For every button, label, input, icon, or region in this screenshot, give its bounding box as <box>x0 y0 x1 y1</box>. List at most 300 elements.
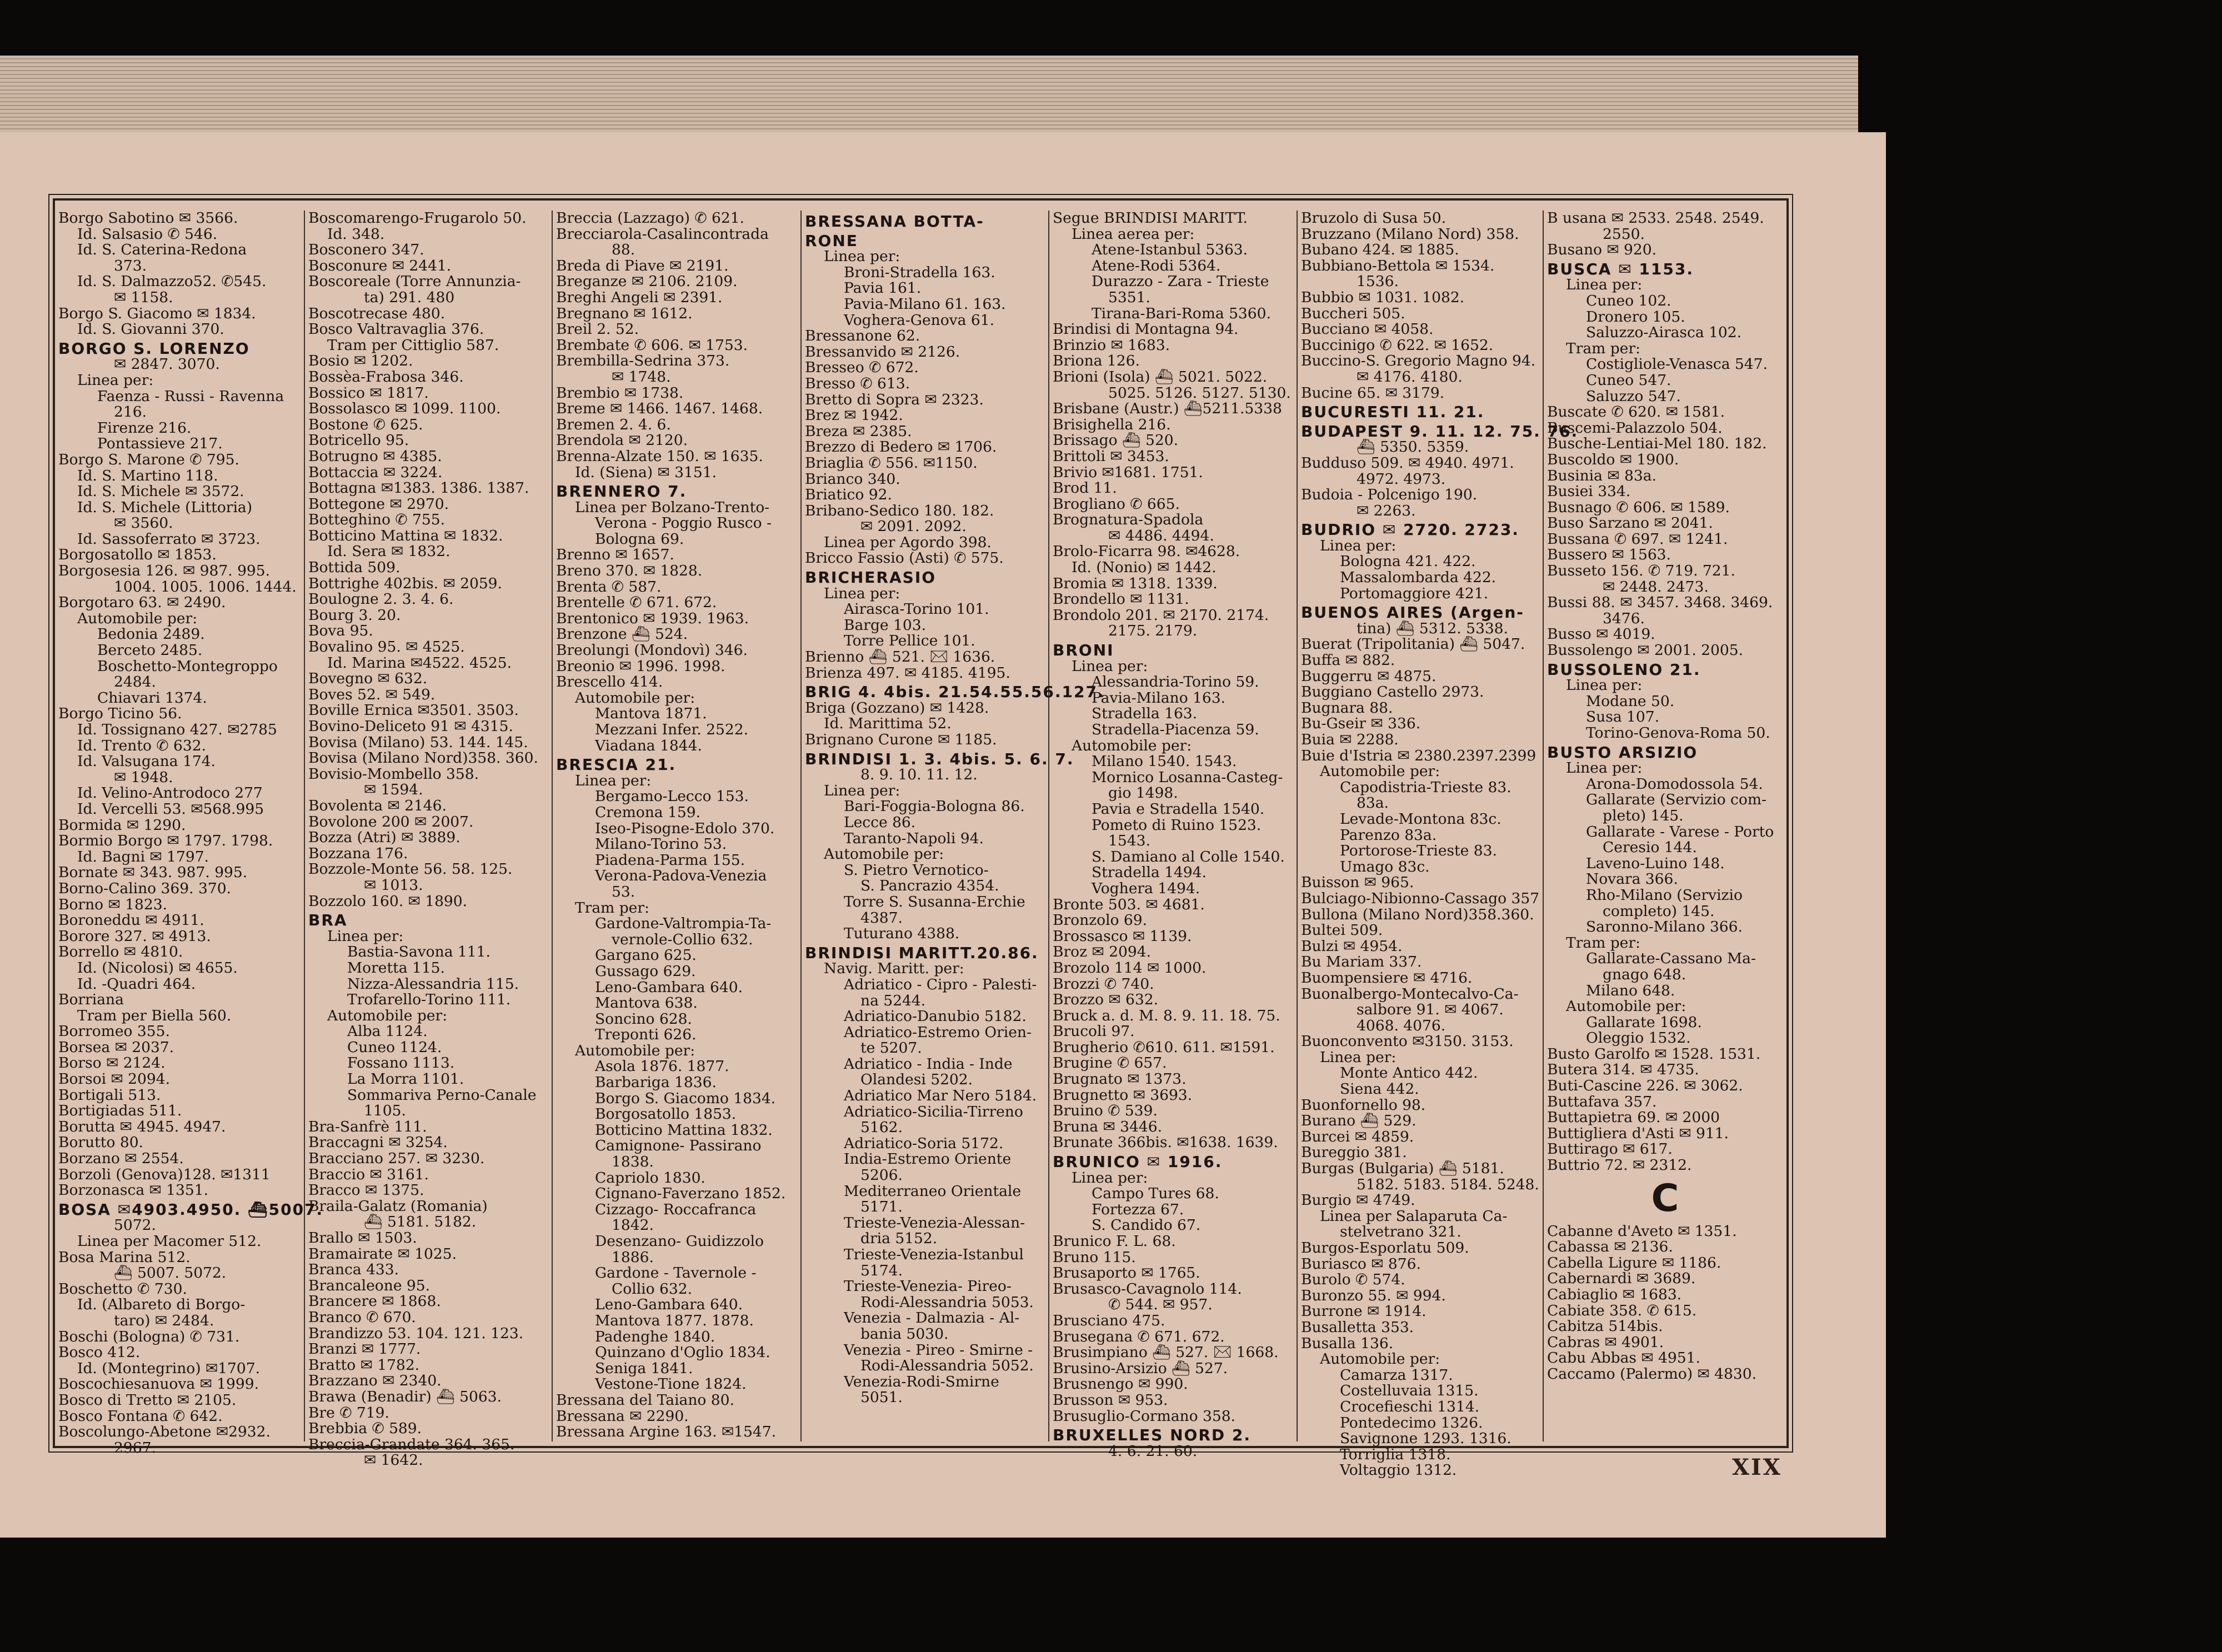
index-entry: Bruna ✉ 3446. <box>1053 1118 1162 1135</box>
index-entry: Breil 2. 52. <box>556 321 639 338</box>
index-entry: Viadana 1844. <box>595 737 702 754</box>
index-entry: Buie d'Istria ✉ 2380.2397.2399 <box>1301 747 1537 764</box>
index-column-2 <box>305 209 553 1469</box>
index-entry: Botrugno ✉ 4385. <box>308 447 442 465</box>
index-entry: Breonio ✉ 1996. 1998. <box>556 657 725 675</box>
index-entry: Pavia-Milano 163. <box>1092 689 1225 707</box>
index-entry: Bromia ✉ 1318. 1339. <box>1053 574 1218 592</box>
index-entry: Novara 366. <box>1586 870 1678 888</box>
index-entry: Voghera-Genova 61. <box>844 311 995 329</box>
index-entry: Bruck a. d. M. 8. 9. 11. 18. 75. <box>1053 1007 1280 1024</box>
index-entry: Pavia 161. <box>844 279 922 297</box>
station-heading: BUDRIO ✉ 2720. 2723. <box>1301 520 1519 539</box>
index-entry: Id. Trento ✆ 632. <box>77 737 207 754</box>
index-entry: Trieste-Venezia-Istanbul <box>844 1246 1024 1263</box>
index-entry: Breza ✉ 2385. <box>805 422 912 440</box>
index-entry: Bu Mariam 337. <box>1301 953 1422 971</box>
index-entry: ⛴ 5350. 5359. <box>1357 438 1469 456</box>
index-entry: Sommariva Perno-Canale <box>347 1086 537 1104</box>
index-entry: Navig. Maritt. per: <box>824 960 964 978</box>
index-entry: Bressana Argine 163. ✉1547. <box>556 1423 777 1441</box>
index-entry: Cremona 159. <box>595 803 701 821</box>
index-entry: Bresseo ✆ 672. <box>805 359 919 377</box>
index-entry: Borno-Calino 369. 370. <box>58 879 231 897</box>
index-entry: Mornico Losanna-Casteg- <box>1092 768 1283 786</box>
index-entry: Busseto 156. ✆ 719. 721. <box>1547 562 1735 580</box>
index-entry: 1842. <box>612 1217 654 1234</box>
index-entry: ✉ 2091. 2092. <box>860 518 967 535</box>
index-entry: Breda di Piave ✉ 2191. <box>556 257 729 274</box>
index-entry: Brecciarola-Casalincontrada <box>556 225 769 243</box>
index-entry: Verona - Poggio Rusco - <box>595 514 772 532</box>
index-entry: Cuneo 1124. <box>347 1038 442 1056</box>
index-entry: Bortigiadas 511. <box>58 1102 182 1120</box>
index-entry: Broz ✉ 2094. <box>1053 943 1151 961</box>
station-heading: BUSTO ARSIZIO <box>1547 743 1698 762</box>
index-entry: Alba 1124. <box>347 1023 428 1040</box>
index-entry: Bu-Gseir ✉ 336. <box>1301 715 1421 733</box>
index-entry: Bresso ✆ 613. <box>805 374 910 392</box>
index-entry: Bussolengo ✉ 2001. 2005. <box>1547 642 1744 659</box>
index-entry: Atene-Rodi 5364. <box>1092 257 1221 274</box>
index-entry: Bosco di Tretto ✉ 2105. <box>58 1391 237 1409</box>
index-entry: 1105. <box>364 1102 406 1120</box>
index-entry: Automobile per: <box>824 845 944 863</box>
index-entry: Linea per: <box>77 371 154 389</box>
index-entry: 5072. <box>114 1217 156 1234</box>
index-entry: Adriatico - India - Inde <box>844 1055 1013 1073</box>
index-entry: 1004. 1005. 1006. 1444. <box>114 578 297 595</box>
index-entry: 2484. <box>114 673 156 691</box>
index-entry: Collio 632. <box>612 1280 693 1298</box>
index-entry: Linea per: <box>1566 276 1643 294</box>
index-entry: Bubbio ✉ 1031. 1082. <box>1301 288 1465 306</box>
index-entry: Cabernardi ✉ 3689. <box>1547 1270 1696 1288</box>
index-entry: Boulogne 2. 3. 4. 6. <box>308 590 454 608</box>
index-entry: Olandesi 5202. <box>860 1071 973 1089</box>
index-entry: Bozzana 176. <box>308 844 408 862</box>
index-entry: Busto Garolfo ✉ 1528. 1531. <box>1547 1045 1761 1063</box>
index-entry: Soncino 628. <box>595 1010 692 1028</box>
index-entry: ✉ 2263. <box>1357 502 1416 519</box>
index-entry: Bologna 69. <box>595 530 684 548</box>
index-entry: Costelluvaia 1315. <box>1340 1382 1479 1400</box>
index-entry: Bottida 509. <box>308 559 401 577</box>
index-entry: Buscoldo ✉ 1900. <box>1547 450 1679 468</box>
index-entry: Botticino Mattina 1832. <box>595 1121 773 1139</box>
index-entry: 4972. 4973. <box>1357 470 1446 488</box>
index-entry: Pavia-Milano 61. 163. <box>844 295 1006 313</box>
index-entry: Tram per Biella 560. <box>77 1007 232 1024</box>
index-entry: Trofarello-Torino 111. <box>347 991 511 1009</box>
index-entry: Boscotrecase 480. <box>308 304 446 322</box>
station-heading: BUENOS AIRES (Argen- <box>1301 603 1524 622</box>
index-entry: Id. S. Michele (Littoria) <box>77 498 253 516</box>
index-entry: Taranto-Napoli 94. <box>844 829 984 847</box>
index-entry: na 5244. <box>860 992 926 1009</box>
index-entry: Verona-Padova-Venezia <box>595 867 767 885</box>
index-entry: Bovegno ✉ 632. <box>308 670 428 688</box>
index-entry: Brogliano ✆ 665. <box>1053 495 1180 513</box>
index-entry: Camignone- Passirano <box>595 1137 762 1155</box>
index-entry: Adriatico-Danubio 5182. <box>844 1008 1027 1025</box>
index-entry: Linea per: <box>824 584 900 602</box>
index-entry: Brozolo 114 ✉ 1000. <box>1053 959 1207 977</box>
index-entry: Bruzzano (Milano Nord) 358. <box>1301 225 1519 243</box>
index-entry: Segue BRINDISI MARITT. <box>1053 209 1248 227</box>
index-entry: Budduso 509. ✉ 4940. 4971. <box>1301 454 1514 472</box>
index-entry: Bortigali 513. <box>58 1086 161 1104</box>
index-entry: Borgo S. Marone ✆ 795. <box>58 450 239 468</box>
index-entry: Borgotaro 63. ✉ 2490. <box>58 594 226 612</box>
index-entry: Nizza-Alessandria 115. <box>347 975 519 993</box>
index-entry: Id. Velino-Antrodoco 277 <box>77 784 263 802</box>
index-column-3 <box>553 211 802 1441</box>
station-heading: BUCURESTI 11. 21. <box>1301 403 1485 422</box>
index-entry: Linea per: <box>824 248 900 266</box>
index-entry: Brancere ✉ 1868. <box>308 1293 441 1310</box>
index-entry: Linea per: <box>1566 677 1643 694</box>
index-entry: Brancaleone 95. <box>308 1276 431 1294</box>
index-entry: 5182. 5183. 5184. 5248. <box>1357 1175 1539 1193</box>
index-entry: Bronte 503. ✉ 4681. <box>1053 895 1205 913</box>
index-entry: ✉ 1158. <box>114 288 173 306</box>
index-entry: Vestone-Tione 1824. <box>595 1375 747 1393</box>
index-entry: Brusegana ✆ 671. 672. <box>1053 1328 1225 1345</box>
index-entry: Ceresio 144. <box>1603 839 1697 857</box>
index-entry: Bottrighe 402bis. ✉ 2059. <box>308 574 502 592</box>
index-entry: Buscate ✆ 620. ✉ 1581. <box>1547 403 1725 421</box>
index-entry: Bressanone 62. <box>805 327 920 345</box>
index-column-1 <box>55 209 324 1456</box>
index-entry: Venezia-Rodi-Smirne <box>844 1373 999 1390</box>
index-entry: Cignano-Faverzano 1852. <box>595 1185 786 1203</box>
index-entry: Bottagna ✉1383. 1386. 1387. <box>308 479 529 497</box>
index-entry: Buggerru ✉ 4875. <box>1301 667 1437 685</box>
index-entry: Brebbia ✆ 589. <box>308 1420 422 1438</box>
station-heading: RONE <box>805 231 858 250</box>
index-entry: Branca 433. <box>308 1261 399 1279</box>
index-entry: Linea per: <box>1072 657 1148 675</box>
index-entry: gio 1498. <box>1108 784 1178 802</box>
index-entry: Laveno-Luino 148. <box>1586 854 1725 872</box>
index-entry: 1838. <box>612 1153 654 1171</box>
index-entry: Lecce 86. <box>844 813 916 831</box>
index-entry: Linea per Salaparuta Ca- <box>1320 1207 1508 1225</box>
index-entry: Caccamo (Palermo) ✉ 4830. <box>1547 1365 1757 1383</box>
index-entry: Gallarate-Cassano Ma- <box>1586 950 1756 968</box>
index-entry: Borgo Sabotino ✉ 3566. <box>58 209 238 227</box>
index-entry: Bovolenta ✉ 2146. <box>308 797 447 814</box>
index-entry: Brignano Curone ✉ 1185. <box>805 731 997 748</box>
index-entry: Airasca-Torino 101. <box>844 600 989 618</box>
index-entry: Brondolo 201. ✉ 2170. 2174. <box>1053 606 1269 624</box>
station-heading: BRIG 4. 4bis. 21.54.55.56.127. <box>805 683 1105 702</box>
index-entry: Id. S. Caterina-Redona <box>77 241 247 259</box>
index-entry: Massalombarda 422. <box>1340 569 1497 587</box>
index-entry: Botricello 95. <box>308 432 409 449</box>
index-entry: Atene-Istanbul 5363. <box>1092 241 1248 259</box>
index-entry: S. Candido 67. <box>1092 1217 1201 1234</box>
index-entry: 5051. <box>860 1389 903 1406</box>
index-entry: Portomaggiore 421. <box>1340 584 1489 602</box>
index-entry: Saluzzo-Airasca 102. <box>1586 324 1742 342</box>
index-entry: Branzi ✉ 1777. <box>308 1340 421 1358</box>
index-entry: Breghi Angeli ✉ 2391. <box>556 288 723 306</box>
index-entry: 5351. <box>1108 288 1150 306</box>
index-entry: ✉ 1594. <box>364 781 423 799</box>
index-entry: Brozzo ✉ 632. <box>1053 991 1159 1009</box>
index-entry: Bureggio 381. <box>1301 1144 1407 1162</box>
index-entry: Borzonasca ✉ 1351. <box>58 1182 209 1199</box>
index-entry: Mantova 638. <box>595 994 698 1012</box>
index-entry: ✉ 1748. <box>612 368 671 386</box>
index-entry: Tuturano 4388. <box>844 925 960 943</box>
index-entry: Cabiaglio ✉ 1683. <box>1547 1286 1682 1303</box>
index-entry: Bribano-Sedico 180. 182. <box>805 502 994 519</box>
index-entry: Boscochiesanuova ✉ 1999. <box>58 1375 259 1393</box>
index-entry: Faenza - Russi - Ravenna <box>97 387 284 405</box>
index-entry: Burolo ✆ 574. <box>1301 1271 1405 1289</box>
index-entry: Brenta ✆ 587. <box>556 578 662 595</box>
index-entry: Tirana-Bari-Roma 5360. <box>1092 304 1271 322</box>
index-entry: Bressana ✉ 2290. <box>556 1407 689 1425</box>
index-entry: Borgosesia 126. ✉ 987. 995. <box>58 562 271 580</box>
index-entry: Milano 648. <box>1586 982 1675 999</box>
index-entry: Busche-Lentiai-Mel 180. 182. <box>1547 435 1767 453</box>
index-entry: Mantova 1877. 1878. <box>595 1311 754 1329</box>
index-entry: Botteghino ✆ 755. <box>308 511 445 529</box>
index-entry: 83a. <box>1357 794 1389 812</box>
index-entry: Automobile per: <box>1566 998 1686 1015</box>
index-column-6 <box>1298 209 1579 1479</box>
index-entry: Borgosatollo ✉ 1853. <box>58 546 217 564</box>
index-entry: taro) ✉ 2484. <box>114 1311 214 1329</box>
index-entry: Brioni (Isola) ⛴ 5021. 5022. <box>1053 368 1268 386</box>
index-entry: Borromeo 355. <box>58 1023 170 1040</box>
index-entry: Bastia-Savona 111. <box>347 943 491 961</box>
index-entry: Buttrio 72. ✉ 2312. <box>1547 1157 1692 1174</box>
index-entry: Bovalino 95. ✉ 4525. <box>308 638 465 656</box>
index-entry: Id. S. Michele ✉ 3572. <box>77 483 244 500</box>
index-entry: Torriglia 1318. <box>1340 1445 1451 1463</box>
index-entry: Bosconero 347. <box>308 241 424 259</box>
index-entry: Portorose-Trieste 83. <box>1340 842 1497 860</box>
page-number: XIX <box>1732 1454 1782 1480</box>
index-entry: Stradella 163. <box>1092 705 1198 723</box>
index-entry: Asola 1876. 1877. <box>595 1058 729 1075</box>
index-entry: Breccia (Lazzago) ✆ 621. <box>556 209 744 227</box>
index-entry: te 5207. <box>860 1039 922 1057</box>
index-entry: Id. Marina ✉4522. 4525. <box>327 654 512 672</box>
station-heading: BRUXELLES NORD 2. <box>1053 1426 1251 1445</box>
index-entry: Cabu Abbas ✉ 4951. <box>1547 1349 1700 1367</box>
index-entry: Brianco 340. <box>805 470 900 488</box>
index-entry: Pavia e Stradella 1540. <box>1092 800 1265 818</box>
index-entry: Trieste-Venezia-Alessan- <box>844 1214 1025 1232</box>
index-entry: Bubbiano-Bettola ✉ 1534. <box>1301 257 1495 274</box>
index-entry: Brusino-Arsizio ⛴ 527. <box>1053 1359 1228 1377</box>
section-letter: C <box>1651 1176 1679 1220</box>
index-entry: Torre Pellice 101. <box>844 632 975 650</box>
index-entry: Breccia-Grandate 364. 365. <box>308 1435 515 1453</box>
index-entry: Buti-Cascine 226. ✉ 3062. <box>1547 1077 1743 1095</box>
index-entry: Siena 442. <box>1340 1080 1419 1098</box>
index-entry: Voghera 1494. <box>1092 879 1200 897</box>
index-entry: Brittoli ✉ 3453. <box>1053 447 1169 465</box>
index-entry: Adriatico-Estremo Orien- <box>844 1023 1032 1041</box>
index-entry: Saronno-Milano 366. <box>1586 918 1743 936</box>
index-entry: Linea per: <box>327 927 404 945</box>
index-entry: ✉ 4176. 4180. <box>1357 368 1463 386</box>
index-entry: Bultei 509. <box>1301 922 1383 939</box>
index-entry: 53. <box>612 883 635 900</box>
index-entry: Brugine ✆ 657. <box>1053 1054 1167 1072</box>
index-entry: Bovolone 200 ✉ 2007. <box>308 813 474 830</box>
index-entry: Id. (Nicolosi) ✉ 4655. <box>77 959 238 977</box>
index-entry: Bova 95. <box>308 622 373 640</box>
index-entry: ✉ 1948. <box>114 768 173 786</box>
index-entry: Buonfornello 98. <box>1301 1096 1426 1114</box>
index-entry: Buttapietra 69. ✉ 2000 <box>1547 1109 1720 1127</box>
index-entry: Borso ✉ 2124. <box>58 1054 166 1072</box>
index-entry: stelvetrano 321. <box>1340 1223 1462 1241</box>
index-entry: Bre ✆ 719. <box>308 1404 389 1421</box>
index-entry: Bressana del Taiano 80. <box>556 1391 734 1409</box>
index-entry: Linea per Agordo 398. <box>824 533 992 551</box>
index-entry: Buonconvento ✉3150. 3153. <box>1301 1033 1514 1050</box>
index-entry: Bremen 2. 4. 6. <box>556 415 671 433</box>
index-entry: Bratto ✉ 1782. <box>308 1356 420 1374</box>
index-entry: Bruino ✆ 539. <box>1053 1102 1158 1120</box>
index-entry: Bricco Fassio (Asti) ✆ 575. <box>805 549 1004 567</box>
index-entry: Bosco 412. <box>58 1344 141 1361</box>
index-entry: Id. Marittima 52. <box>824 715 952 733</box>
index-entry: Burgos-Esporlatu 509. <box>1301 1239 1469 1256</box>
index-entry: Brunate 366bis. ✉1638. 1639. <box>1053 1134 1278 1152</box>
index-entry: Pometo di Ruino 1523. <box>1092 816 1262 834</box>
index-entry: Costigliole-Venasca 547. <box>1586 356 1768 373</box>
index-entry: Pontedecimo 1326. <box>1340 1414 1483 1431</box>
index-entry: Borno ✉ 1823. <box>58 895 168 913</box>
index-entry: Id. Vercelli 53. ✉568.995 <box>77 800 264 818</box>
index-entry: Bozza (Atri) ✉ 3889. <box>308 829 461 847</box>
index-entry: Venezia - Pireo - Smirne - <box>844 1341 1033 1359</box>
index-entry: Bracco ✉ 1375. <box>308 1182 424 1199</box>
index-entry: Bosio ✉ 1202. <box>308 352 413 370</box>
index-entry: Parenzo 83a. <box>1340 826 1437 844</box>
index-entry: Id. Tossignano 427. ✉2785 <box>77 721 277 738</box>
station-heading: BOSA ✉4903.4950. ⛴5007. <box>58 1200 324 1219</box>
index-entry: Bostone ✆ 625. <box>308 415 423 433</box>
index-entry: Bulzi ✉ 4954. <box>1301 937 1403 955</box>
index-entry: Desenzano- Guidizzolo <box>595 1233 764 1250</box>
index-entry: Pontassieve 217. <box>97 435 223 453</box>
index-entry: Brentonico ✉ 1939. 1963. <box>556 609 749 627</box>
index-entry: Brusimpiano ⛴ 527. ✉ 1668. <box>1053 1344 1279 1361</box>
index-entry: ✉ 1642. <box>364 1451 423 1469</box>
index-entry: Breme ✉ 1466. 1467. 1468. <box>556 400 763 418</box>
index-entry: Iseo-Pisogne-Edolo 370. <box>595 819 775 837</box>
index-entry: Buronzo 55. ✉ 994. <box>1301 1286 1446 1304</box>
index-entry: Id. Sassoferrato ✉ 3723. <box>77 530 261 548</box>
index-entry: Brembio ✉ 1738. <box>556 384 684 402</box>
index-entry: Bregnano ✉ 1612. <box>556 304 693 322</box>
index-entry: Bovino-Deliceto 91 ✉ 4315. <box>308 718 513 735</box>
index-entry: Burcei ✉ 4859. <box>1301 1128 1414 1145</box>
index-entry: Quinzano d'Oglio 1834. <box>595 1344 770 1361</box>
index-entry: Boschetto ✆ 730. <box>58 1280 187 1298</box>
index-entry: Automobile per: <box>1320 1350 1440 1368</box>
index-entry: Linea per: <box>575 772 652 789</box>
index-entry: Buttigliera d'Asti ✉ 911. <box>1547 1124 1729 1142</box>
index-entry: 216. <box>114 403 147 421</box>
index-entry: Cabras ✉ 4901. <box>1547 1333 1664 1351</box>
index-entry: Borgosatollo 1853. <box>595 1105 737 1123</box>
index-entry: Automobile per: <box>77 609 198 627</box>
index-entry: Brentelle ✆ 671. 672. <box>556 594 717 612</box>
index-entry: Bruno 115. <box>1053 1248 1136 1266</box>
index-entry: Brondello ✉ 1131. <box>1053 590 1189 608</box>
index-entry: Buisson ✉ 965. <box>1301 874 1414 892</box>
index-entry: Oleggio 1532. <box>1586 1029 1691 1047</box>
index-entry: Butera 314. ✉ 4735. <box>1547 1061 1699 1079</box>
index-entry: Bronzolo 69. <box>1053 912 1148 929</box>
index-entry: Brusnengo ✉ 990. <box>1053 1375 1188 1393</box>
index-entry: 3476. <box>1603 609 1645 627</box>
index-entry: Gardone-Valtrompia-Ta- <box>595 915 772 933</box>
index-entry: Barbariga 1836. <box>595 1074 717 1092</box>
index-entry: Linea per: <box>1320 1048 1397 1066</box>
index-entry: Bergamo-Lecco 153. <box>595 788 749 805</box>
index-entry: Gallarate - Varese - Porto <box>1586 823 1774 840</box>
index-entry: Brazzano ✉ 2340. <box>308 1372 442 1390</box>
index-entry: Leno-Gambara 640. <box>595 1296 743 1314</box>
index-entry: Gussago 629. <box>595 962 696 980</box>
index-entry: Boves 52. ✉ 549. <box>308 685 436 703</box>
index-entry: Alessandria-Torino 59. <box>1092 673 1259 691</box>
station-heading: BRONI <box>1053 641 1114 660</box>
index-column-5 <box>1049 209 1298 1460</box>
index-entry: Businia ✉ 83a. <box>1547 467 1657 484</box>
index-entry: Boscoreale (Torre Annunzia- <box>308 273 521 291</box>
index-entry: ✆ 544. ✉ 957. <box>1108 1296 1213 1314</box>
index-entry: Bozzole-Monte 56. 58. 125. <box>308 860 513 878</box>
station-heading: BRESSANA BOTTA- <box>805 212 984 231</box>
index-entry: 5171. <box>860 1198 903 1216</box>
index-entry: Brugnato ✉ 1373. <box>1053 1070 1187 1088</box>
index-entry: 88. <box>612 241 635 259</box>
index-entry: Borrello ✉ 4810. <box>58 943 183 961</box>
index-entry: Bornate ✉ 343. 987. 995. <box>58 864 248 882</box>
index-entry: dria 5152. <box>860 1230 938 1248</box>
index-entry: Leno-Gambara 640. <box>595 978 743 996</box>
station-heading: BRA <box>308 911 348 930</box>
index-entry: Boscolungo-Abetone ✉2932. <box>58 1423 271 1441</box>
index-entry: Buccino-S. Gregorio Magno 94. <box>1301 352 1536 370</box>
index-entry: 2550. <box>1603 225 1645 243</box>
index-entry: Brolo-Ficarra 98. ✉4628. <box>1053 543 1240 560</box>
index-entry: Brusasco-Cavagnolo 114. <box>1053 1280 1242 1298</box>
index-entry: Brez ✉ 1942. <box>805 407 903 424</box>
index-entry: Firenze 216. <box>97 419 192 437</box>
index-entry: Bosco Valtravaglia 376. <box>308 321 484 338</box>
index-entry: Buggiano Castello 2973. <box>1301 683 1484 701</box>
index-entry: Borgo S. Giacomo ✉ 1834. <box>58 304 256 322</box>
index-entry: Barge 103. <box>844 616 927 634</box>
index-entry: Automobile per: <box>327 1007 448 1024</box>
index-entry: Brossasco ✉ 1139. <box>1053 927 1192 945</box>
